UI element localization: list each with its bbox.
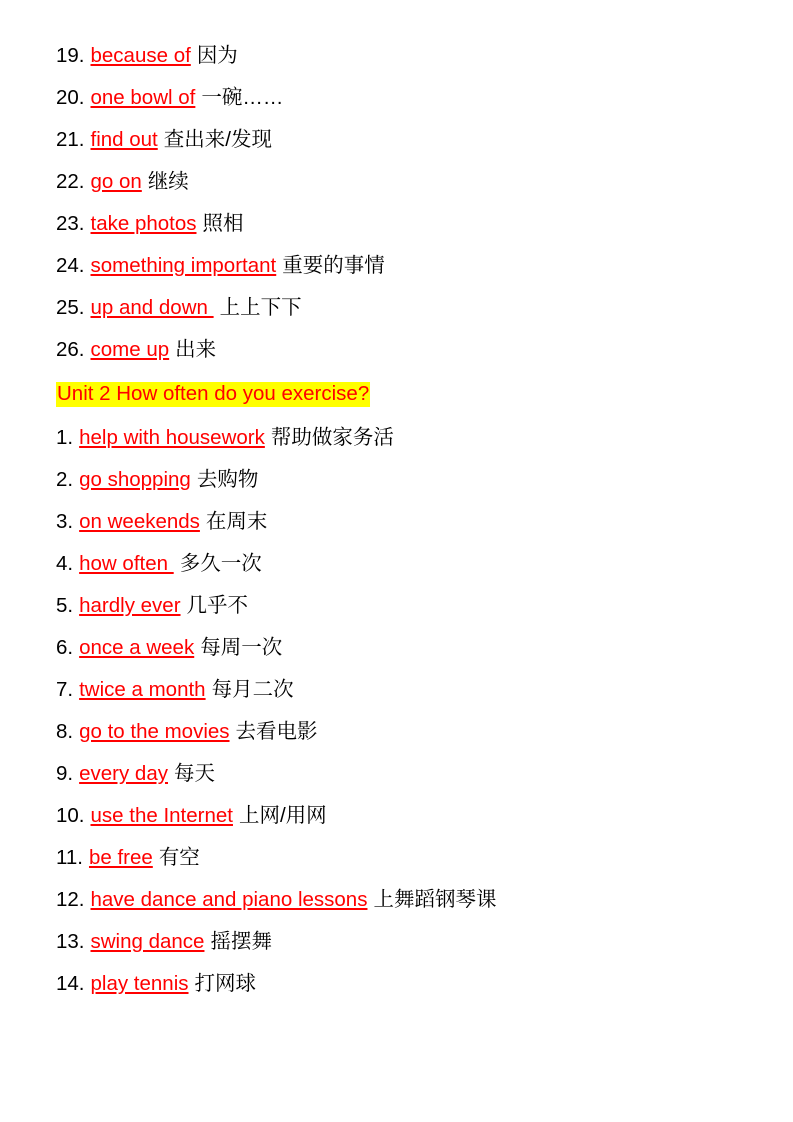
section-heading-row	[56, 382, 737, 407]
entry-english-term: something important	[90, 254, 277, 277]
entry-english-term: go shopping	[79, 467, 191, 491]
entry-number: 1.	[56, 425, 74, 449]
entry-chinese-gloss: 查出来/发现	[163, 128, 272, 151]
entry-english-term: go on	[90, 170, 142, 193]
entry-chinese-gloss: 每天	[174, 761, 215, 785]
entry-number: 25.	[56, 296, 85, 319]
vocabulary-entry	[56, 887, 737, 911]
entry-number: 9.	[56, 761, 74, 785]
entry-english-term: take photos	[90, 212, 197, 235]
entry-number: 22.	[56, 170, 85, 193]
entry-chinese-gloss: 几乎不	[186, 593, 249, 617]
entry-english-term: every day	[79, 761, 168, 785]
vocabulary-entry	[56, 467, 737, 491]
vocabulary-entry	[56, 256, 737, 277]
vocabulary-entry	[56, 803, 737, 827]
entry-chinese-gloss: 帮助做家务活	[270, 425, 394, 449]
entry-number: 11.	[56, 845, 83, 869]
vocabulary-list-top	[56, 46, 737, 361]
entry-number: 14.	[56, 971, 85, 995]
entry-number: 13.	[56, 929, 85, 953]
entry-number: 23.	[56, 212, 85, 235]
vocabulary-list-bottom	[56, 425, 737, 995]
entry-english-term: play tennis	[90, 971, 189, 995]
entry-number: 5.	[56, 593, 74, 617]
section-title-unit-2: Unit 2 How often do you exercise?	[57, 382, 370, 405]
entry-chinese-gloss: 每周一次	[200, 635, 283, 659]
entry-chinese-gloss: 每月二次	[211, 677, 294, 701]
entry-english-term: have dance and piano lessons	[90, 887, 368, 911]
vocabulary-entry	[56, 593, 737, 617]
entry-number: 6.	[56, 635, 74, 659]
vocabulary-entry	[56, 845, 737, 869]
entry-number: 7.	[56, 677, 74, 701]
entry-english-term: be free	[88, 845, 153, 869]
entry-english-term: help with housework	[79, 425, 265, 449]
entry-number: 21.	[56, 128, 85, 151]
entry-english-term: twice a month	[79, 677, 206, 701]
entry-chinese-gloss: 摇摆舞	[210, 929, 272, 953]
vocabulary-entry	[56, 929, 737, 953]
vocabulary-entry	[56, 172, 737, 193]
vocabulary-entry	[56, 761, 737, 785]
entry-chinese-gloss: 出来	[175, 338, 217, 361]
entry-chinese-gloss: 因为	[196, 44, 238, 67]
entry-english-term: up and down	[90, 296, 214, 319]
entry-number: 19.	[56, 44, 85, 67]
vocabulary-entry	[56, 340, 737, 361]
vocabulary-entry	[56, 635, 737, 659]
entry-english-term: swing dance	[90, 929, 205, 953]
entry-number: 10.	[56, 803, 85, 827]
vocabulary-entry	[56, 214, 737, 235]
vocabulary-entry	[56, 971, 737, 995]
entry-number: 20.	[56, 86, 85, 109]
entry-chinese-gloss: 继续	[147, 170, 189, 193]
entry-chinese-gloss: 上上下下	[219, 296, 302, 319]
entry-number: 2.	[56, 467, 74, 491]
entry-chinese-gloss: 在周末	[205, 509, 268, 533]
entry-chinese-gloss: 一碗……	[201, 86, 284, 109]
entry-chinese-gloss: 打网球	[194, 971, 257, 995]
entry-number: 4.	[56, 551, 74, 575]
entry-english-term: hardly ever	[79, 593, 181, 617]
entry-number: 24.	[56, 254, 85, 277]
entry-chinese-gloss: 照相	[202, 212, 244, 235]
entry-english-term: use the Internet	[90, 803, 233, 827]
entry-number: 12.	[56, 887, 85, 911]
entry-chinese-gloss: 去购物	[196, 467, 259, 491]
vocabulary-entry	[56, 677, 737, 701]
entry-english-term: come up	[90, 338, 170, 361]
entry-number: 8.	[56, 719, 74, 743]
vocabulary-entry	[56, 551, 737, 575]
vocabulary-entry	[56, 298, 737, 319]
vocabulary-entry	[56, 509, 737, 533]
entry-chinese-gloss: 去看电影	[235, 719, 318, 743]
vocabulary-entry	[56, 719, 737, 743]
vocabulary-entry	[56, 46, 737, 67]
entry-chinese-gloss: 多久一次	[179, 551, 262, 575]
vocabulary-entry	[56, 88, 737, 109]
entry-english-term: once a week	[79, 635, 195, 659]
entry-chinese-gloss: 重要的事情	[282, 254, 385, 277]
entry-english-term: because of	[90, 44, 191, 67]
entry-english-term: one bowl of	[90, 86, 196, 109]
entry-number: 26.	[56, 338, 85, 361]
vocabulary-entry	[56, 130, 737, 151]
entry-chinese-gloss: 上网/用网	[238, 803, 327, 827]
entry-english-term: go to the movies	[79, 719, 230, 743]
entry-number: 3.	[56, 509, 74, 533]
entry-english-term: on weekends	[79, 509, 200, 533]
entry-chinese-gloss: 有空	[158, 845, 200, 869]
entry-english-term: find out	[90, 128, 158, 151]
entry-english-term: how often	[79, 551, 174, 575]
vocabulary-entry	[56, 425, 737, 449]
entry-chinese-gloss: 上舞蹈钢琴课	[373, 887, 497, 911]
